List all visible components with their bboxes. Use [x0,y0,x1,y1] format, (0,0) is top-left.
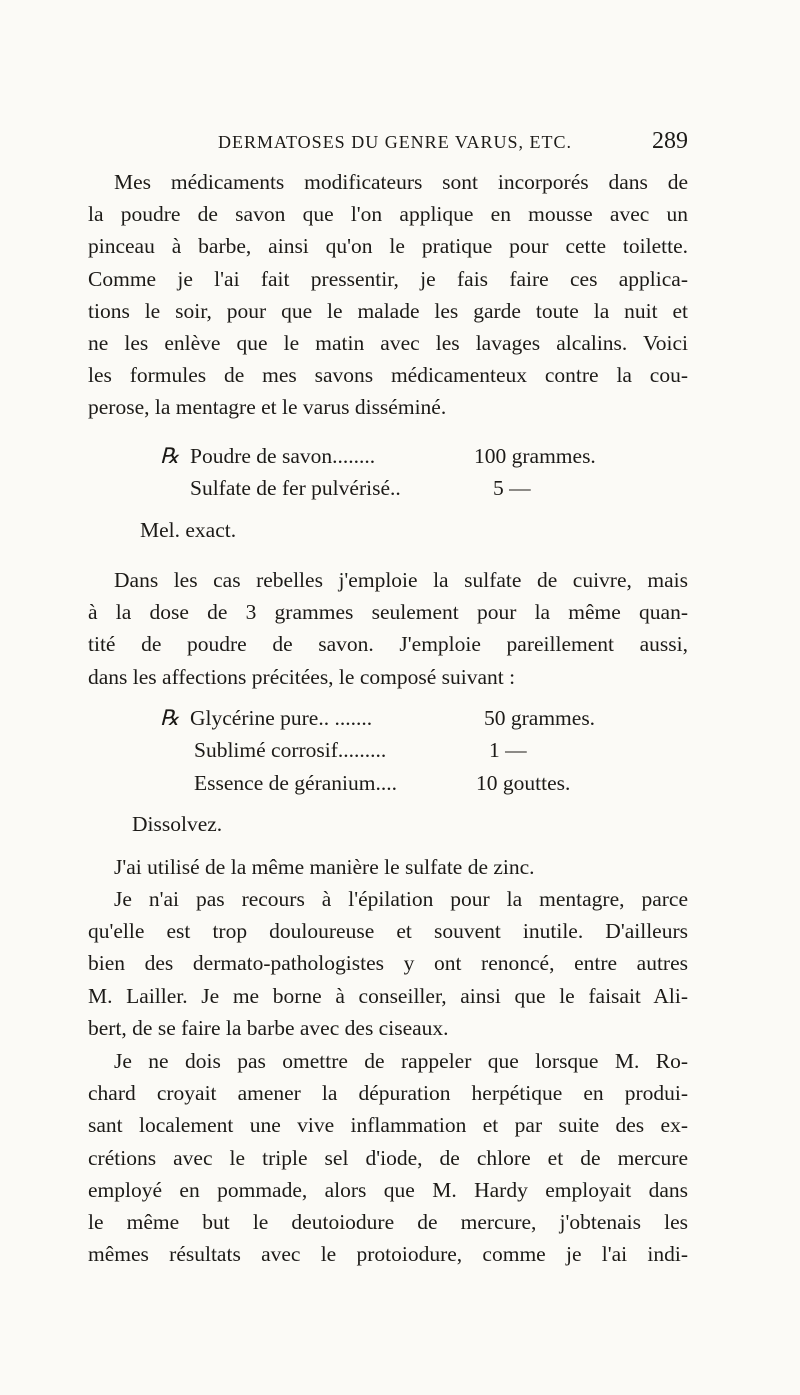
formula-quantity: 1 — [489,738,527,762]
text-line: crétions avec le triple sel d'iode, de chlore et de mercure [88,1145,688,1170]
text-line: le même but le deutoiodure de mercure, j'obtenais les [88,1209,688,1234]
text-line: pinceau à barbe, ainsi qu'on le pratique pour cette toilette. [88,234,688,259]
page-header [110,128,688,162]
text-line: Je ne dois pas omettre de rappeler que lorsque M. Ro- [114,1049,688,1073]
formula-item: Sublimé corrosif......... [194,738,387,762]
formula-instruction: Dissolvez. [132,812,223,836]
text-line: qu'elle est trop douloureuse et souvent inutile. D'ailleurs [88,919,688,944]
formula-quantity: 100 grammes. [474,444,596,468]
text-line: Comme je l'ai fait pressentir, je fais faire ces applica- [88,266,688,291]
text-line: Mes médicaments modificateurs sont incorporés dans de [114,170,688,194]
paragraph-5 [88,1045,688,1270]
text-line: bien des dermato-pathologistes y ont renoncé, entre autres [88,951,688,976]
text-line: mêmes résultats avec le protoiodure, comme je l'ai indi- [88,1242,688,1267]
text-line: M. Lailler. Je me borne à conseiller, ainsi que le faisait Ali- [88,983,688,1008]
text-line: bert, de se faire la barbe avec des ciseaux. [88,1015,449,1040]
formula-quantity: 5 — [493,476,531,500]
text-line: Je n'ai pas recours à l'épilation pour la mentagre, parce [114,887,688,911]
formula-row [160,444,375,469]
paragraph-1 [88,166,688,424]
running-head: DERMATOSES DU GENRE VARUS, ETC. [218,132,573,152]
page-number: 289 [652,128,688,154]
formula-item: Glycérine pure.. ....... [190,706,373,730]
paragraph-3 [88,851,688,883]
text-line: sant localement une vive inflammation et par suite des ex- [88,1113,688,1138]
text-line: chard croyait amener la dépuration herpétique en produi- [88,1081,688,1106]
text-line: dans les affections précitées, le composé suivant : [88,664,516,689]
formula-row [160,706,372,731]
formula-row [194,771,397,796]
formula-item: Essence de géranium.... [194,771,397,795]
formula-row [190,476,401,501]
text-line: employé en pommade, alors que M. Hardy employait dans [88,1177,688,1202]
text-line: Dans les cas rebelles j'emploie la sulfate de cuivre, mais [114,568,688,592]
text-line: tité de poudre de savon. J'emploie pareillement aussi, [88,632,688,657]
rx-symbol: ℞ [160,444,180,468]
formula-instruction: Mel. exact. [140,518,237,542]
rx-symbol: ℞ [160,706,180,730]
text-line: J'ai utilisé de la même manière le sulfate de zinc. [114,855,535,879]
text-line: la poudre de savon que l'on applique en mousse avec un [88,202,688,227]
formula-item: Poudre de savon........ [190,444,376,468]
text-line: perose, la mentagre et le varus disséminé. [88,395,447,420]
text-line: les formules de mes savons médicamenteux contre la cou- [88,363,688,388]
formula-row [194,738,386,763]
text-line: ne les enlève que le matin avec les lavages alcalins. Voici [88,330,688,355]
text-line: tions le soir, pour que le malade les garde toute la nuit et [88,298,688,323]
text-line: à la dose de 3 grammes seulement pour la même quan- [88,600,688,625]
formula-quantity: 10 gouttes. [476,771,571,795]
formula-quantity: 50 grammes. [484,706,596,730]
paragraph-4 [88,883,688,1044]
formula-item: Sulfate de fer pulvérisé.. [190,476,401,500]
paragraph-2 [88,564,688,693]
